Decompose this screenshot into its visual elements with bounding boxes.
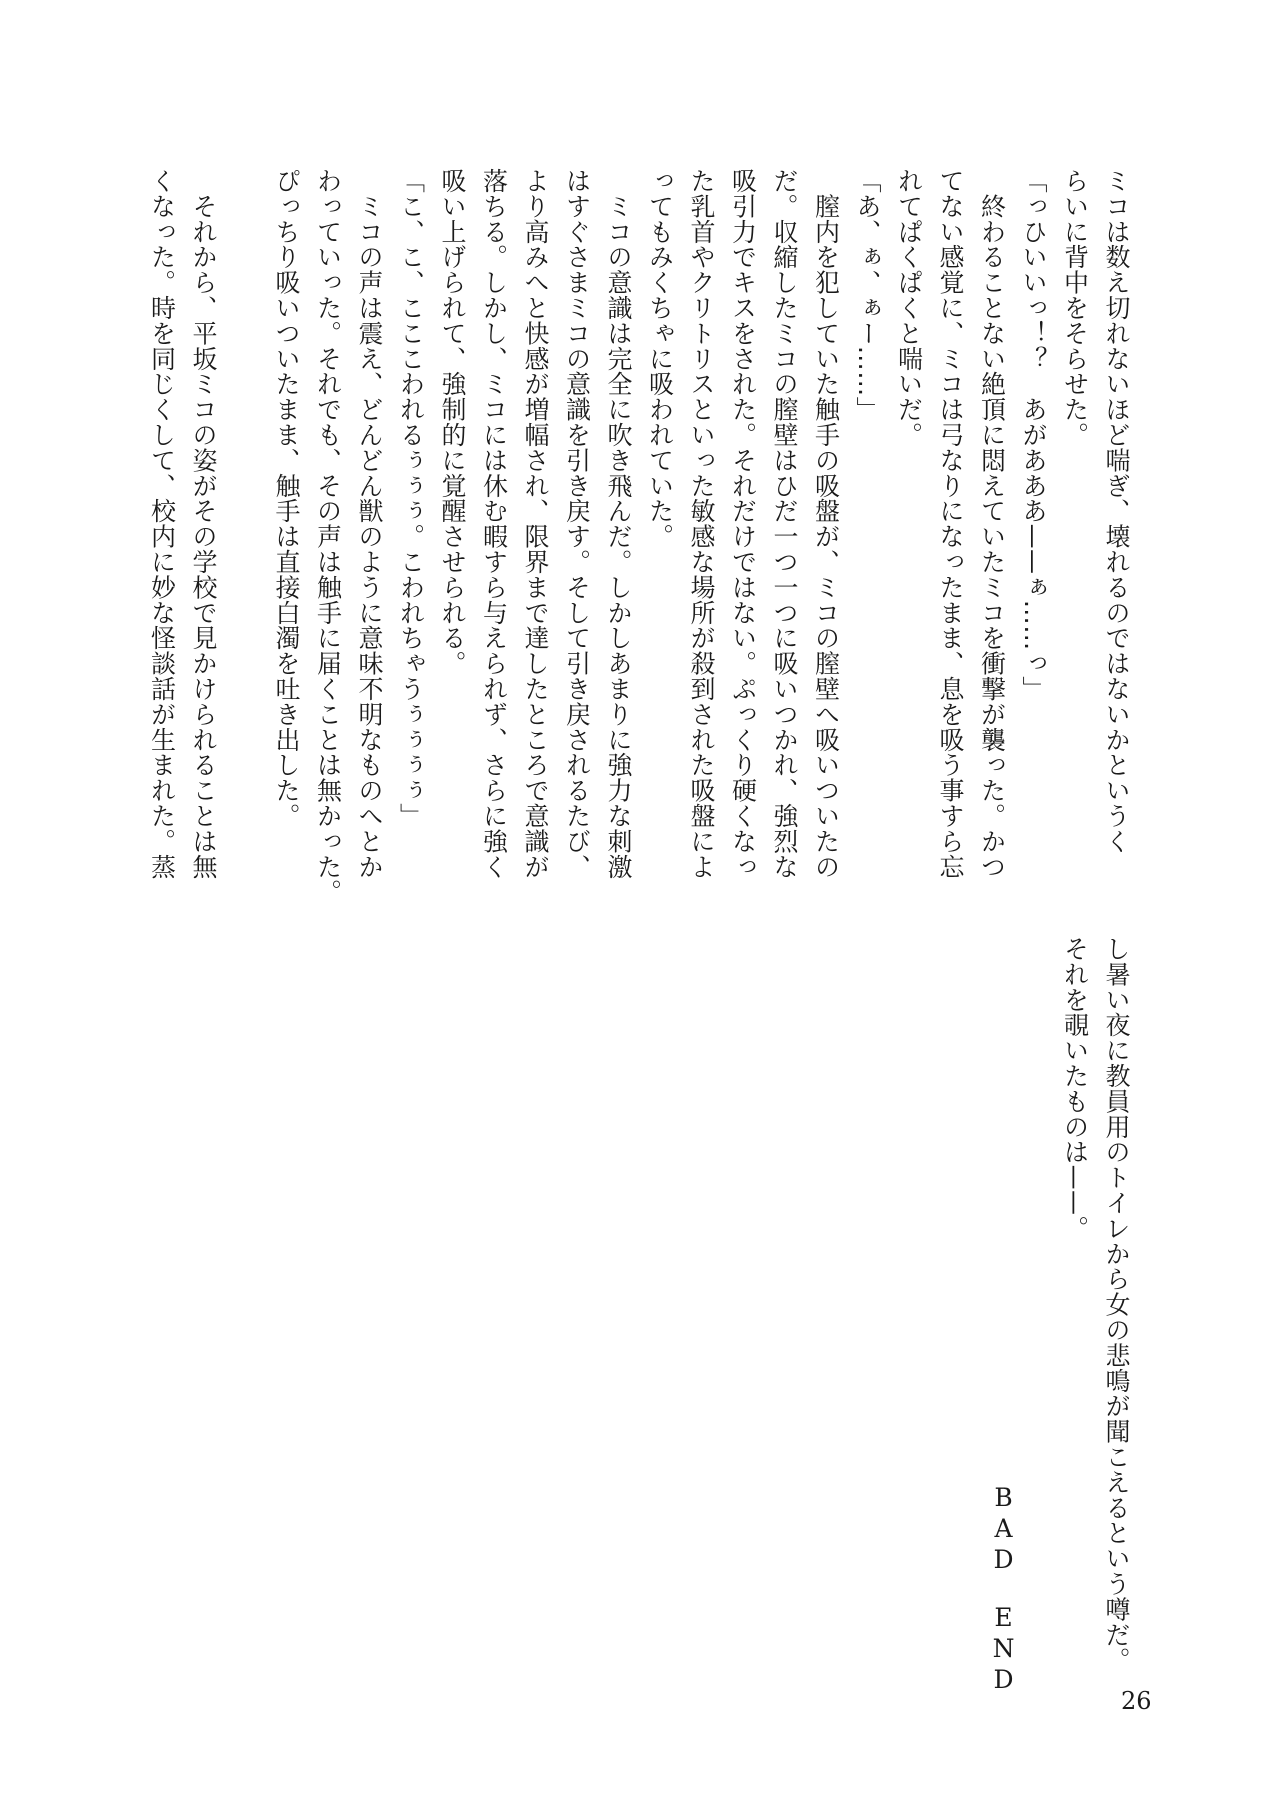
text-line: れてぱくぱくと喘いだ。 (894, 168, 924, 448)
text-line: くなった。時を同じくして、校内に妙な怪談話が生まれた。蒸 (147, 168, 177, 880)
text-line: 終わることない絶頂に悶えていたミコを衝撃が襲った。かつ (977, 168, 1007, 880)
text-line: 吸い上げられて、強制的に覚醒させられる。 (438, 168, 467, 676)
text-line: より高みへと快感が増幅され、限界まで達したところで意識が (521, 168, 550, 880)
text-line: 「こ、こ、こここわれるぅぅぅ。こわれちゃうぅぅぅぅ」 (396, 168, 426, 829)
text-line: ぴっちり吸いついたまま、触手は直接白濁を吐き出した。 (272, 168, 301, 829)
text-line: 膣内を犯していた触手の吸盤が、ミコの膣壁へ吸いついたの (811, 168, 841, 880)
text-line: 「あ、ぁ、ぁー……」 (853, 168, 882, 422)
text-line: それから、平坂ミコの姿がその学校で見かけられることは無 (189, 168, 218, 880)
text-line: 落ちる。しかし、ミコには休む暇すら与えられず、さらに強く (479, 168, 509, 880)
text-line: それを覗いたものは——。 (1060, 936, 1090, 1241)
end-mark: BAD END (989, 1483, 1018, 1696)
text-line: はすぐさまミコの意識を引き戻す。そして引き戻されるたび、 (562, 168, 592, 880)
text-line: ってもみくちゃに吸われていた。 (645, 168, 675, 549)
main-text-lower (1054, 936, 1137, 1696)
text-line: ミコの意識は完全に吹き飛んだ。しかしあまりに強力な刺激 (604, 168, 633, 880)
text-line: てない感覚に、ミコは弓なりになったまま、息を吸う事すら忘 (936, 168, 965, 880)
text-line: ミコは数え切れないほど喘ぎ、壊れるのではないかというく (1102, 168, 1131, 854)
page-number: 26 (1121, 1687, 1152, 1715)
text-line: わっていった。それでも、その声は触手に届くことは無かった。 (313, 168, 343, 905)
text-line: た乳首やクリトリスといった敏感な場所が殺到された吸盤によ (687, 168, 716, 880)
text-line: だ。収縮したミコの膣壁はひだ一つ一つに吸いつかれ、強烈な (770, 168, 799, 880)
text-line: し暑い夜に教員用のトイレから女の悲鳴が聞こえるという噂だ。 (1102, 936, 1131, 1673)
text-line: ミコの声は震え、どんどん獣のように意味不明なものへとか (355, 168, 384, 880)
text-line (224, 168, 266, 888)
main-text-upper (141, 168, 1137, 905)
text-line: 「っひいいっ！？ あがあああ——ぁ……っ」 (1019, 168, 1048, 702)
text-line: らいに背中をそらせた。 (1060, 168, 1090, 448)
text-line: 吸引力でキスをされた。それだけではない。ぷっくり硬くなっ (728, 168, 758, 880)
